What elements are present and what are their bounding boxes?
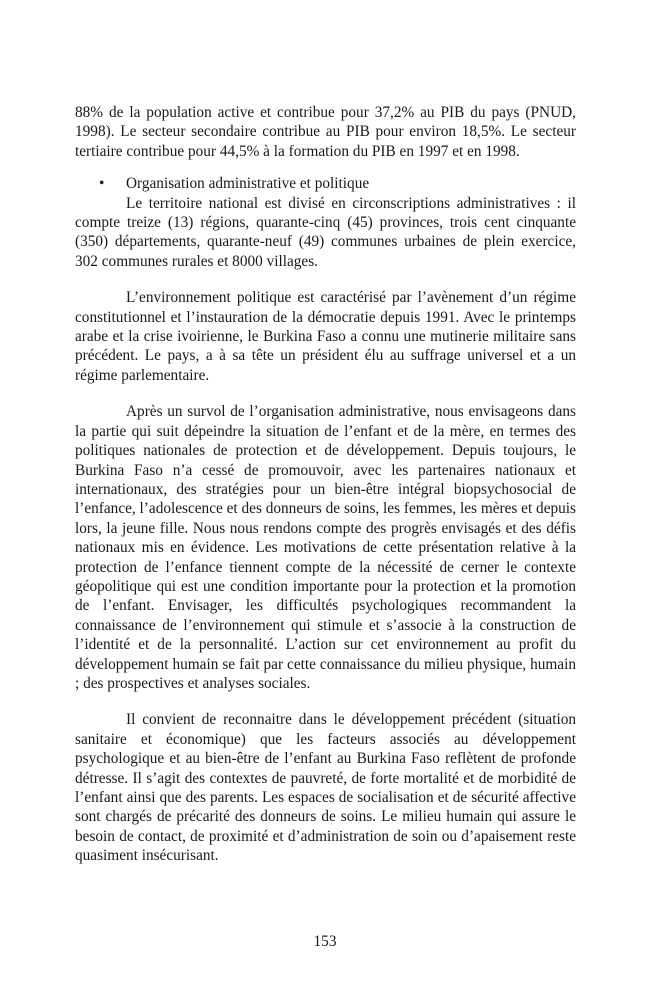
- bullet-heading: Organisation administrative et politique: [126, 175, 370, 193]
- bullet-marker: •: [99, 175, 105, 193]
- paragraph-territory: Le territoire national est divisé en circonscriptions administratives : il compte treize (13) régions, quarante-cinq (45) provinces, trois cent cinquante (350) départements, quarante-neuf (49) communes urbaines de plein exercice, 302 communes rurales et 8000 villages.: [75, 194, 576, 270]
- paragraph-child-protection: Après un survol de l’organisation administrative, nous envisageons dans la partie qui suit dépeindre la situation de l’enfant et de la mère, en termes des politiques nationales de protection et de développement. Depuis toujours, le Burkina Faso n’a cessé de promouvoir, avec les partenaires nationaux et internationaux, des stratégies pour un bien-être intégral biopsychosocial de l’enfance, l’adolescence et des donneurs de soins, les femmes, les mères et depuis lors, la jeune fille. Nous nous rendons compte des progrès envisagés et des défis nationaux mis en évidence. Les motivations de cette présentation relative à la protection de l’enfance tiennent compte de la nécessité de cerner le contexte géopolitique qui est une condition importante pour la protection et la promotion de l’enfant. Envisager, les difficultés psychologiques recommandent la connaissance de l’environnement qui stimule et s’associe à la construction de l’identité et de la personnalité. L’action sur cet environnement au profit du développement humain se fait par cette connaissance du milieu physique, humain ; des prospectives et analyses sociales.: [75, 403, 576, 692]
- paragraph-development-context: Il convient de reconnaitre dans le développement précédent (situation sanitaire et économique) que les facteurs associés au développement psychologique et au bien-être de l’enfant au Burkina Faso reflètent de profonde détresse. Il s’agit des contextes de pauvreté, de forte mortalité et de morbidité de l’enfant ainsi que des parents. Les espaces de socialisation et de sécurité affective sont chargés de précarité des donneurs de soins. Le milieu humain qui assure le besoin de contact, de proximité et d’administration de soin ou d’apaisement reste quasiment insécurisant.: [75, 711, 576, 865]
- paragraph-politics: L’environnement politique est caractérisé par l’avènement d’un régime constitutionnel et l’instauration de la démocratie depuis 1991. Avec le printemps arabe et la crise ivoirienne, le Burkina Faso a connu une mutinerie militaire sans précédent. Le pays, a à sa tête un président élu au suffrage universel et a un régime parlementaire.: [75, 289, 576, 384]
- page-number: 153: [313, 933, 337, 950]
- paragraph-economy: 88% de la population active et contribue pour 37,2% au PIB du pays (PNUD, 1998). Le secteur secondaire contribue au PIB pour environ 18,5%. Le secteur tertiaire contribue pour 44,5% à la formation du PIB en 1997 et en 1998.: [75, 104, 576, 160]
- bullet-item: [75, 174, 576, 193]
- page-body: [75, 103, 576, 866]
